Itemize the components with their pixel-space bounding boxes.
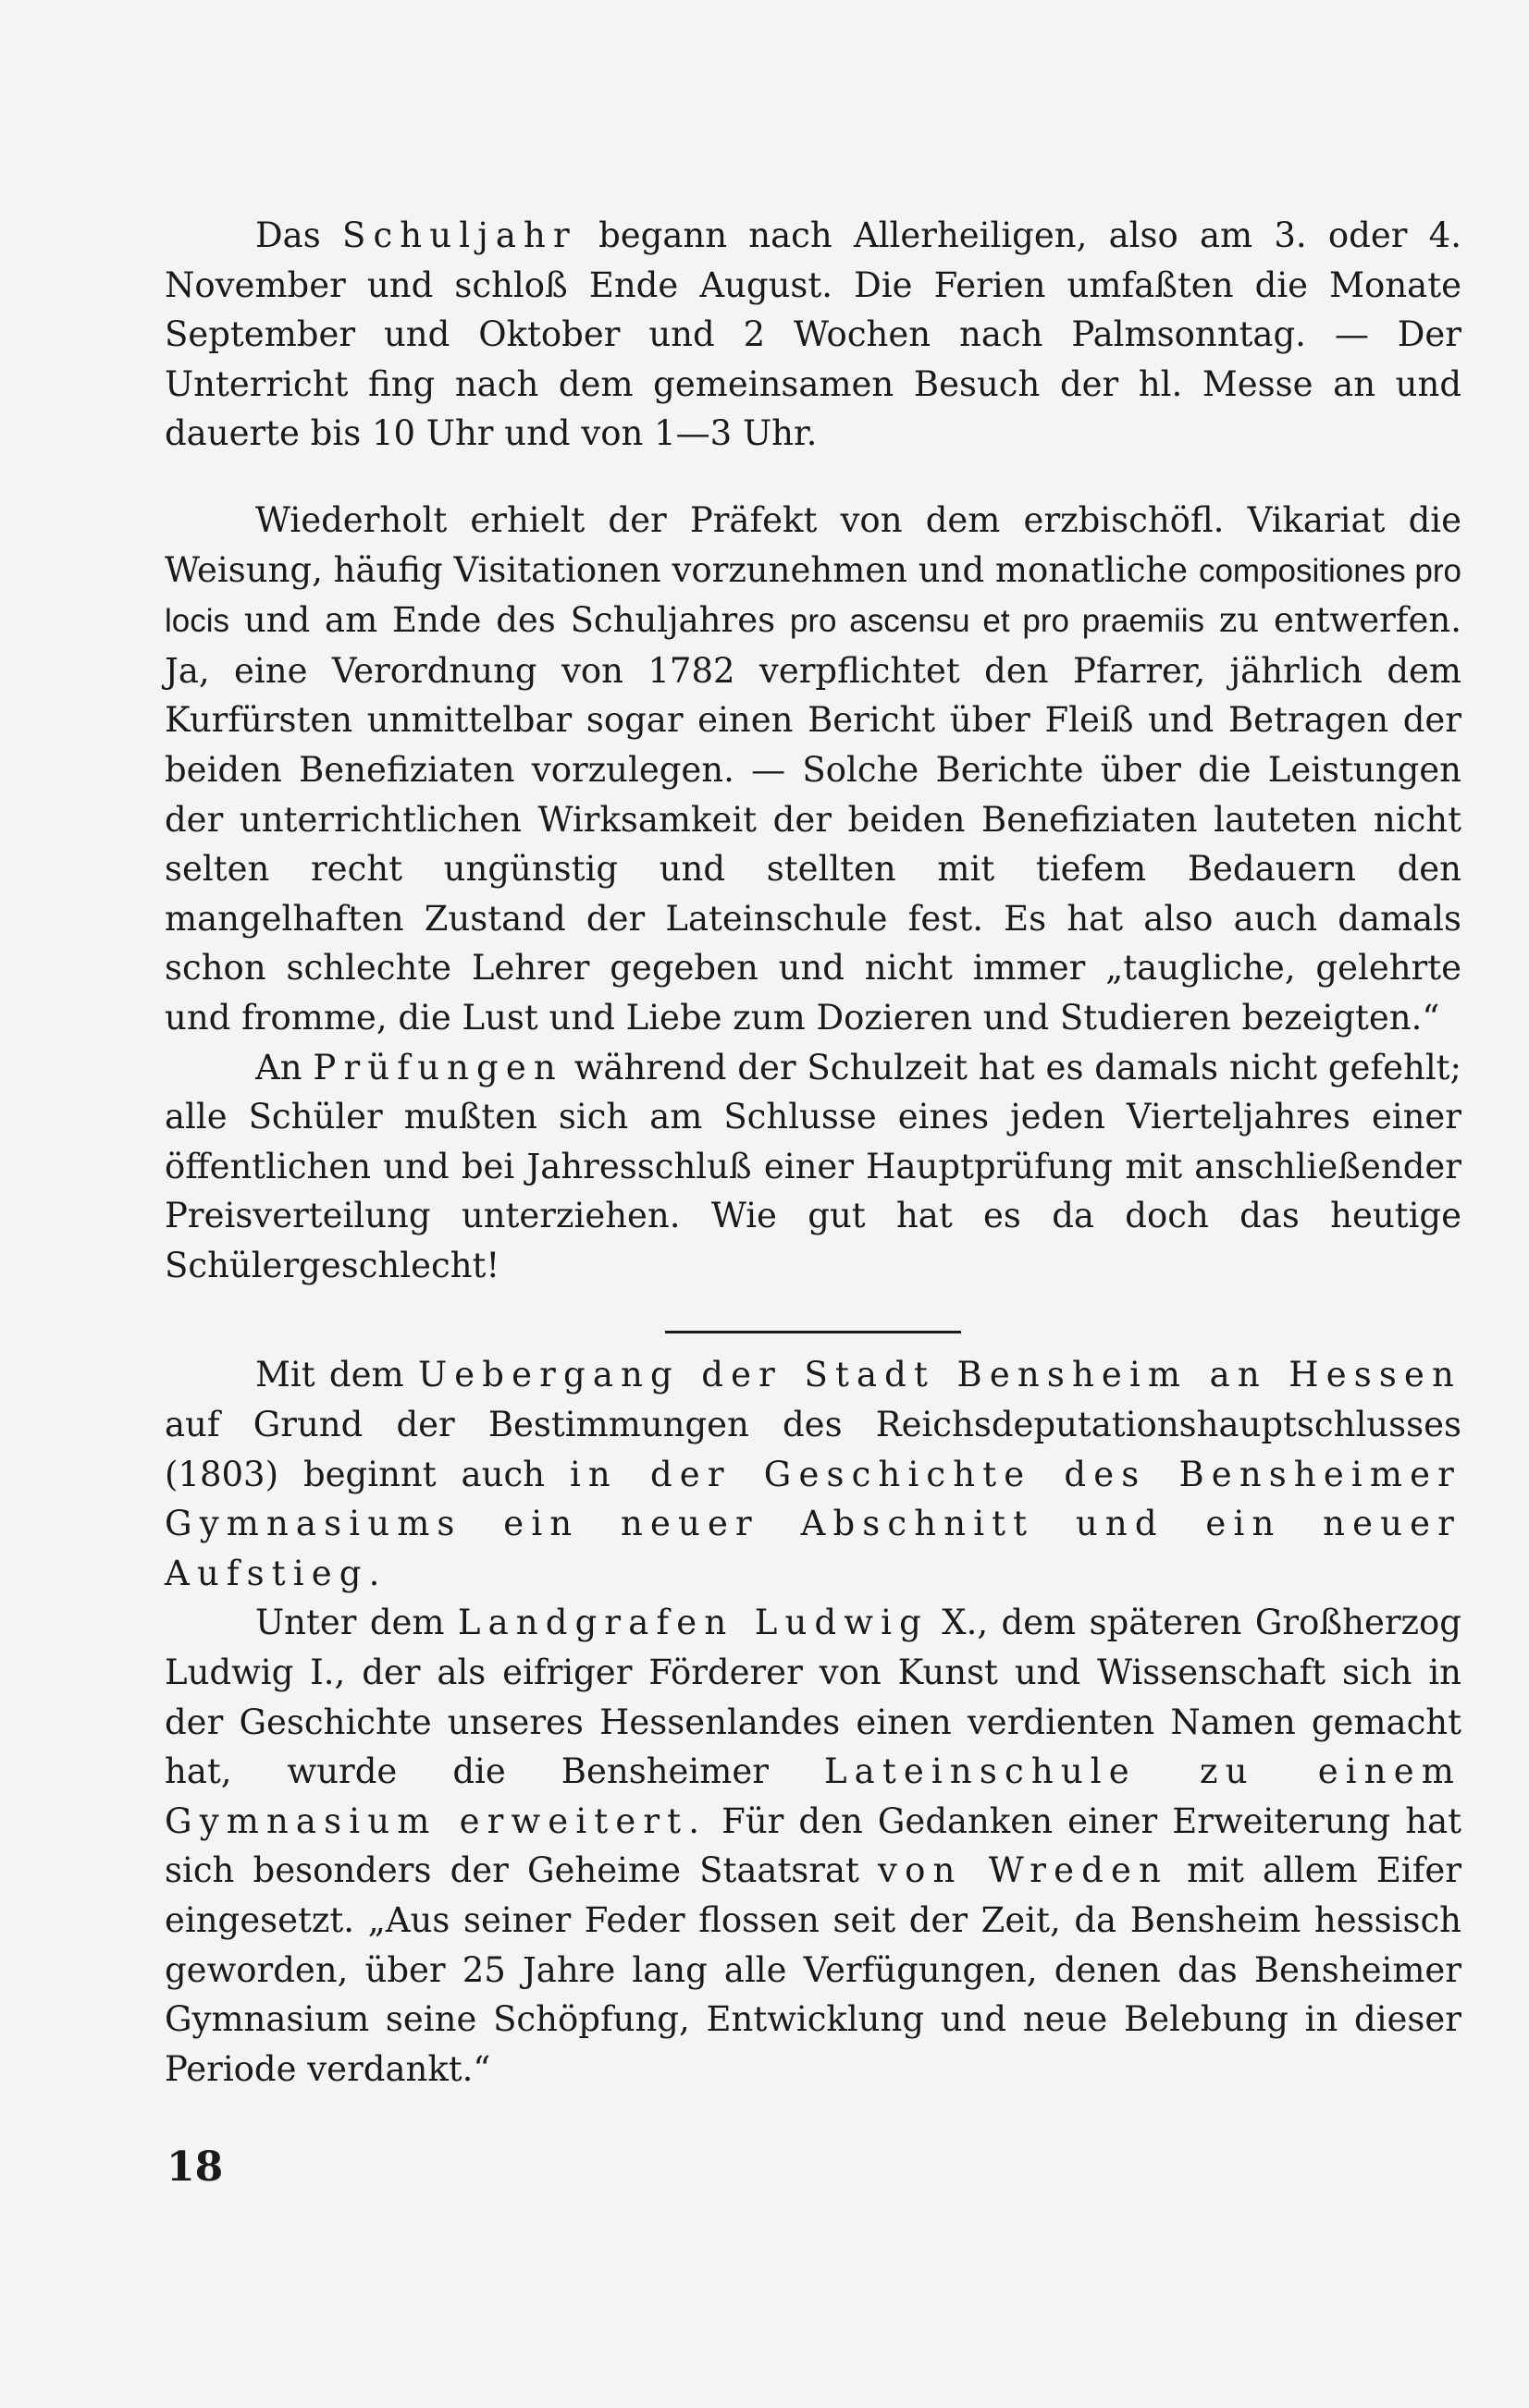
paragraph-school-year [165, 211, 1461, 459]
text-run: An [255, 1047, 314, 1087]
text-run: zu entwerfen. Ja, eine Verordnung von 1782 verpflichtet den Pfarrer, jährlich dem Kurfürsten unmittelbar sogar einen Bericht über Fleiß und Betragen der beiden Benefiziaten vorzulegen. — Solche Berichte über die Leistungen der unterrichtlichen Wirksamkeit der beiden Benefiziaten lauteten nicht selten recht ungünstig und stellten mit tiefem Bedauern den mangelhaften Zustand der Lateinschule fest. Es hat also auch damals schon schlechte Lehrer gegeben und nicht immer „taugliche, gelehrte und fromme, die Lust und Liebe zum Dozieren und Studieren bezeigten.“ [165, 600, 1461, 1038]
text-run: Mit dem [255, 1355, 418, 1395]
paragraph-examinations [165, 1043, 1461, 1291]
text-run: Das [255, 215, 342, 255]
text-run: X., dem späteren Großherzog Ludwig I., der als eifriger Förderer von Kunst und Wissenschaft sich in der Geschichte unseres Hessenlandes einen verdienten Namen gemacht hat, wurde die Bensheimer [165, 1603, 1461, 1792]
spaced-term-new-section: in der Geschichte des Bensheimer Gymnasiums ein neuer Abschnitt und ein neuer Aufstieg. [165, 1454, 1461, 1593]
section-divider [665, 1331, 961, 1333]
spaced-term-schuljahr: Schuljahr [341, 215, 577, 255]
spaced-term-landgraf: Landgrafen Ludwig [457, 1603, 929, 1643]
page-number: 18 [166, 2144, 224, 2191]
spaced-term-wreden: von Wreden [878, 1850, 1168, 1891]
text-run: Für den Gedanken einer Erweiterung hat sich besonders der Geheime Staatsrat [165, 1800, 1461, 1891]
latin-phrase: pro ascensu et pro praemiis [789, 603, 1204, 640]
text-run: während der Schulzeit hat es damals nicht gefehlt; alle Schüler mußten sich am Schlusse eines jeden Vierteljahres einer öffentlichen und bei Jahresschluß einer Hauptprüfung mit anschließender Preisverteilung unterziehen. Wie gut hat es da doch das heutige Schülergeschlecht! [165, 1047, 1461, 1285]
spaced-term-uebergang: Uebergang der Stadt Bensheim an Hessen [417, 1355, 1461, 1395]
text-run: begann nach Allerheiligen, also am 3. oder 4. November und schloß Ende August. Die Ferien umfaßten die Monate September und Oktober und 2 Wochen nach Palmsonntag. — Der Unterricht fing nach dem gemeinsamen Besuch der hl. Messe an und dauerte bis 10 Uhr und von 1—3 Uhr. [165, 215, 1461, 454]
paragraph-transition-hessen [165, 1350, 1461, 1598]
spaced-term-pruefungen: Prüfungen [313, 1047, 563, 1087]
latin-phrase: compositiones pro locis [165, 552, 1461, 640]
text-run: mit allem Eifer eingesetzt. „Aus seiner Feder flossen seit der Zeit, da Bensheim hessisch geworden, über 25 Jahre lang alle Verfügungen, denen das Bensheimer Gymnasium seine Schöpfung, Entwicklung und neue Belebung in dieser Periode verdankt.“ [165, 1850, 1461, 2089]
text-run: Unter dem [255, 1603, 458, 1643]
paragraph-visitations [165, 496, 1461, 1043]
page-text [165, 211, 1461, 2094]
text-run: Wiederholt erhielt der Präfekt von dem erzbischöfl. Vikariat die Weisung, häufig Visitationen vorzunehmen und monatliche [165, 499, 1461, 590]
text-run: und am Ende des Schuljahres [229, 600, 790, 641]
paragraph-ludwig [165, 1598, 1461, 2094]
spaced-term-gymnasium: Lateinschule zu einem Gymnasium erweitert. [165, 1751, 1461, 1841]
text-run: auf Grund der Bestimmungen des Reichsdeputationshauptschlusses (1803) beginnt auch [165, 1405, 1461, 1494]
